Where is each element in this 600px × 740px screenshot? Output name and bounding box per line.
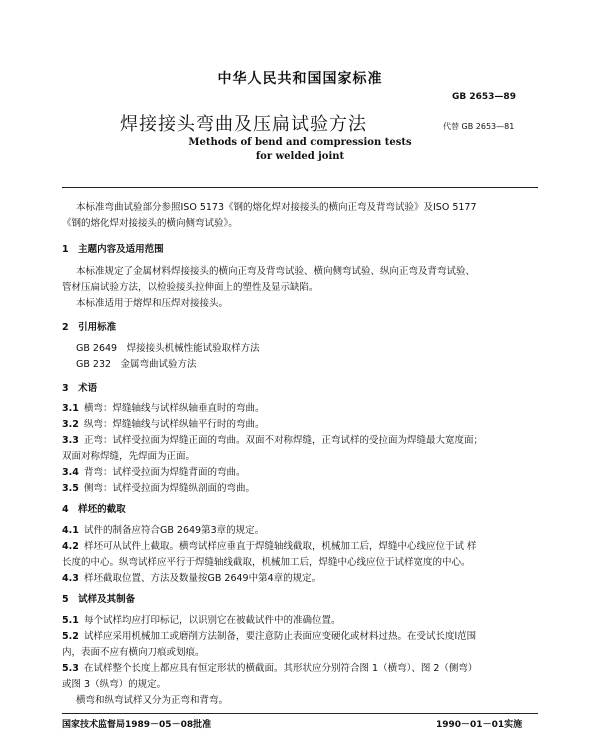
- clause-item-continuation: [62, 676, 166, 690]
- section-1-para-2: 本标准适用于熔焊和压焊对接接头。: [76, 298, 229, 309]
- term-item: [62, 464, 246, 478]
- bottom-divider: [62, 713, 538, 714]
- top-divider: [62, 187, 538, 188]
- term-text: 双面对称焊缝，先焊面为正面。: [62, 451, 196, 462]
- clause-item: [62, 612, 341, 626]
- term-item: [62, 480, 255, 494]
- intro-line-1: 本标准弯曲试验部分参照ISO 5173《钢的熔化焊对接接头的横向正弯及背弯试验》及ISO 5177: [76, 202, 477, 213]
- term-text: 侧弯：试样受拉面为焊缝纵剖面的弯曲。: [84, 483, 256, 494]
- term-item-continuation: [62, 448, 195, 462]
- term-text: 横弯：焊缝轴线与试样纵轴垂直时的弯曲。: [84, 403, 265, 414]
- clause-item-continuation: [62, 554, 471, 568]
- section-1-para-1-line-1: 本标准规定了金属材料焊接接头的横向正弯及背弯试验、横向侧弯试验、纵向正弯及背弯试验、: [76, 266, 476, 277]
- clause-number: 5.3: [62, 663, 79, 674]
- clause-note: [76, 692, 228, 706]
- section-4-heading: 4 样坯的截取: [62, 504, 126, 515]
- clause-text: 样坯可从试件上截取。横弯试样应垂直于焊缝轴线截取，机械加工后，焊缝中心线应位于试 样: [84, 541, 477, 552]
- term-number: 3.2: [62, 419, 79, 430]
- clause-number: 4.3: [62, 573, 79, 584]
- section-1-heading: 1 主题内容及适用范围: [62, 244, 164, 255]
- approval-date: 国家技术监督局1989－05－08批准: [62, 720, 212, 730]
- clause-text: 每个试样均应打印标记，以识别它在被截试件中的准确位置。: [84, 615, 341, 626]
- clause-item: [62, 522, 264, 536]
- national-standard-heading: 中华人民共和国国家标准: [217, 71, 383, 87]
- clause-text: 横弯和纵弯试样又分为正弯和背弯。: [76, 695, 229, 706]
- clause-item: [62, 660, 477, 674]
- term-text: 纵弯：焊缝轴线与试样纵轴平行时的弯曲。: [84, 419, 265, 430]
- clause-text: 在试样整个长度上都应具有恒定形状的横截面。其形状应分别符合图 1（横弯）、图 2（侧弯）: [84, 663, 478, 674]
- clause-number: 4.1: [62, 525, 79, 536]
- english-title-line-1: Methods of bend and compression tests: [188, 137, 412, 148]
- reference-2: GB 232 金属弯曲试验方法: [76, 359, 197, 370]
- clause-number: 5.2: [62, 631, 79, 642]
- replaces-standard: 代替 GB 2653—81: [443, 122, 515, 131]
- effective-date: 1990－01－01实施: [436, 720, 523, 730]
- clause-number: 5.1: [62, 615, 79, 626]
- english-title-line-2: for welded joint: [255, 151, 345, 162]
- clause-number: 4.2: [62, 541, 79, 552]
- clause-text: 样坯截取位置、方法及数量按GB 2649中第4章的规定。: [84, 573, 322, 584]
- term-item: [62, 400, 265, 414]
- clause-item: [62, 570, 321, 584]
- term-number: 3.4: [62, 467, 79, 478]
- clause-text: 或图 3（纵弯）的规定。: [62, 679, 167, 690]
- clause-text: 长度的中心。纵弯试样应平行于焊缝轴线截取，机械加工后，焊缝中心线应位于试样宽度的中心。: [62, 557, 471, 568]
- clause-item: [62, 628, 476, 642]
- section-2-heading: 2 引用标准: [62, 322, 117, 333]
- document-title: 焊接接头弯曲及压扁试验方法: [120, 114, 367, 135]
- clause-item: [62, 538, 477, 552]
- term-number: 3.1: [62, 403, 79, 414]
- standard-code: GB 2653—89: [452, 92, 516, 102]
- term-text: 正弯：试样受拉面为焊缝正面的弯曲。双面不对称焊缝，正弯试样的受拉面为焊缝最大宽度面；: [84, 435, 484, 446]
- clause-text: 内，表面不应有横向刀痕或划痕。: [62, 647, 205, 658]
- term-number: 3.3: [62, 435, 79, 446]
- reference-1: GB 2649 焊接接头机械性能试验取样方法: [76, 343, 260, 354]
- term-item: [62, 416, 265, 430]
- section-1-para-1-line-2: 管材压扁试验方法，以检验接头拉伸面上的塑性及显示缺陷。: [62, 282, 319, 293]
- intro-line-2: 《钢的熔化焊对接接头的横向侧弯试验》。: [62, 218, 238, 229]
- term-number: 3.5: [62, 483, 79, 494]
- clause-item-continuation: [62, 644, 205, 658]
- term-item: [62, 432, 483, 446]
- clause-text: 试样应采用机械加工或磨削方法制备，要注意防止表面应变硬化或材料过热。在受试长度l范围: [84, 631, 477, 642]
- section-5-heading: 5 试样及其制备: [62, 594, 136, 605]
- clause-text: 试件的制备应符合GB 2649第3章的规定。: [84, 525, 265, 536]
- term-text: 背弯：试样受拉面为焊缝背面的弯曲。: [84, 467, 246, 478]
- section-3-heading: 3 术语: [62, 383, 98, 394]
